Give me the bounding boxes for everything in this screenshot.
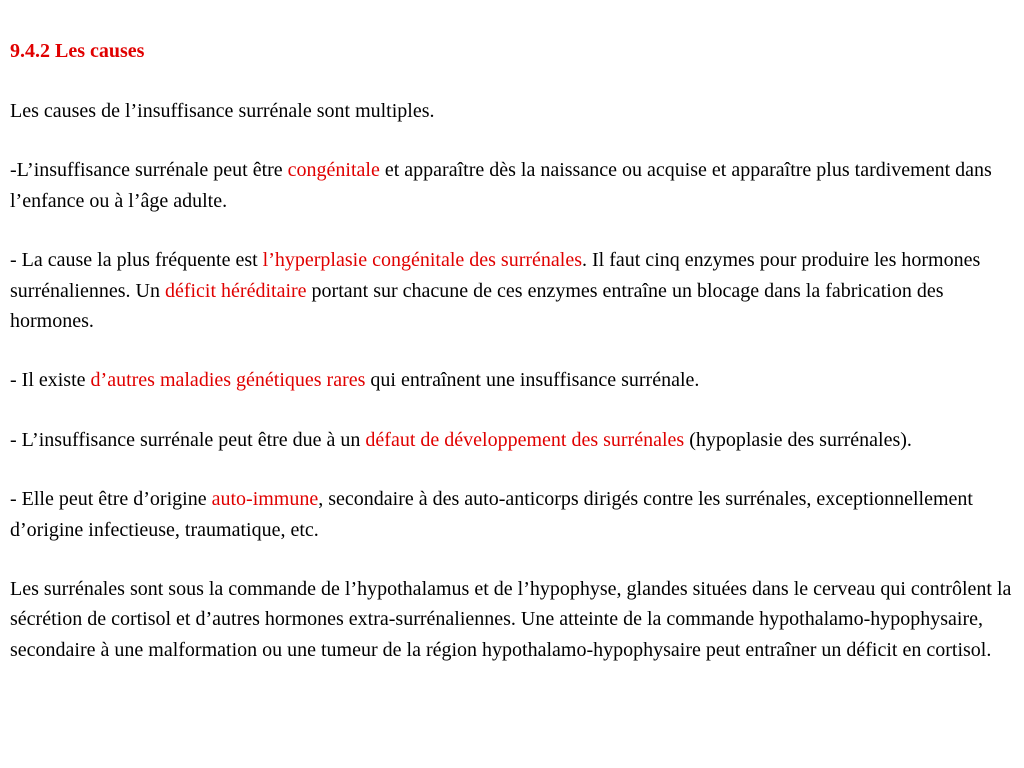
spacer xyxy=(10,545,1016,574)
intro-paragraph: Les causes de l’insuffisance surrénale sont multiples. xyxy=(10,100,435,122)
highlight-term: défaut de développement des surrénales xyxy=(365,428,685,451)
text-segment: -L’insuffisance surrénale peut être xyxy=(10,159,288,182)
text-segment: , secondaire à des auto-anticorps dirigés contre les surrénales, exceptionnellement d’origine infectieuse, traumatique, etc. xyxy=(10,488,973,541)
hyperplasia-paragraph xyxy=(10,245,1016,336)
text-segment: - La cause la plus fréquente est xyxy=(10,249,263,272)
development-defect-paragraph xyxy=(10,425,1016,455)
text-segment: portant sur chacune de ces enzymes entraîne un blocage dans la fabrication des hormones. xyxy=(10,279,944,333)
text-segment: - Il existe xyxy=(10,369,91,392)
section-heading: 9.4.2 Les causes xyxy=(10,40,145,62)
hypothalamus-paragraph: Les surrénales sont sous la commande de l’hypothalamus et de l’hypophyse, glandes situées dans le cerveau qui contrôlent la sécrétion de cortisol et d’autres hormones extra-surrénaliennes. Une atteinte de la commande hypothalamo-hypophysaire, secondaire à une malformation ou une tumeur de la région hypothalamo-hypophysaire peut entraîner un déficit en cortisol. xyxy=(10,578,1012,661)
highlight-term: congénitale xyxy=(287,159,380,182)
text-segment: qui entraînent une insuffisance surrénale. xyxy=(365,369,700,392)
text-segment: - Elle peut être d’origine xyxy=(10,488,212,511)
slide-content xyxy=(10,36,1016,665)
spacer xyxy=(10,396,1016,425)
genetic-diseases-paragraph xyxy=(10,365,1016,395)
text-segment: (hypoplasie des surrénales). xyxy=(684,428,912,451)
highlight-term: d’autres maladies génétiques rares xyxy=(90,369,366,392)
autoimmune-paragraph xyxy=(10,484,1016,545)
text-segment: et apparaître dès la naissance ou acquise et apparaître plus tardivement dans l’enfance ou à l’âge adulte. xyxy=(10,159,992,212)
spacer xyxy=(10,126,1016,155)
spacer xyxy=(10,66,1016,96)
text-segment: - L’insuffisance surrénale peut être due à un xyxy=(10,428,366,451)
spacer xyxy=(10,455,1016,484)
highlight-term: auto-immune xyxy=(211,488,319,511)
spacer xyxy=(10,216,1016,245)
highlight-term: déficit héréditaire xyxy=(164,279,307,302)
spacer xyxy=(10,336,1016,365)
congenital-paragraph xyxy=(10,155,1016,216)
highlight-term: l’hyperplasie congénitale des surrénales xyxy=(262,249,582,272)
text-segment: . Il faut cinq enzymes pour produire les hormones surrénaliennes. Un xyxy=(10,249,981,302)
